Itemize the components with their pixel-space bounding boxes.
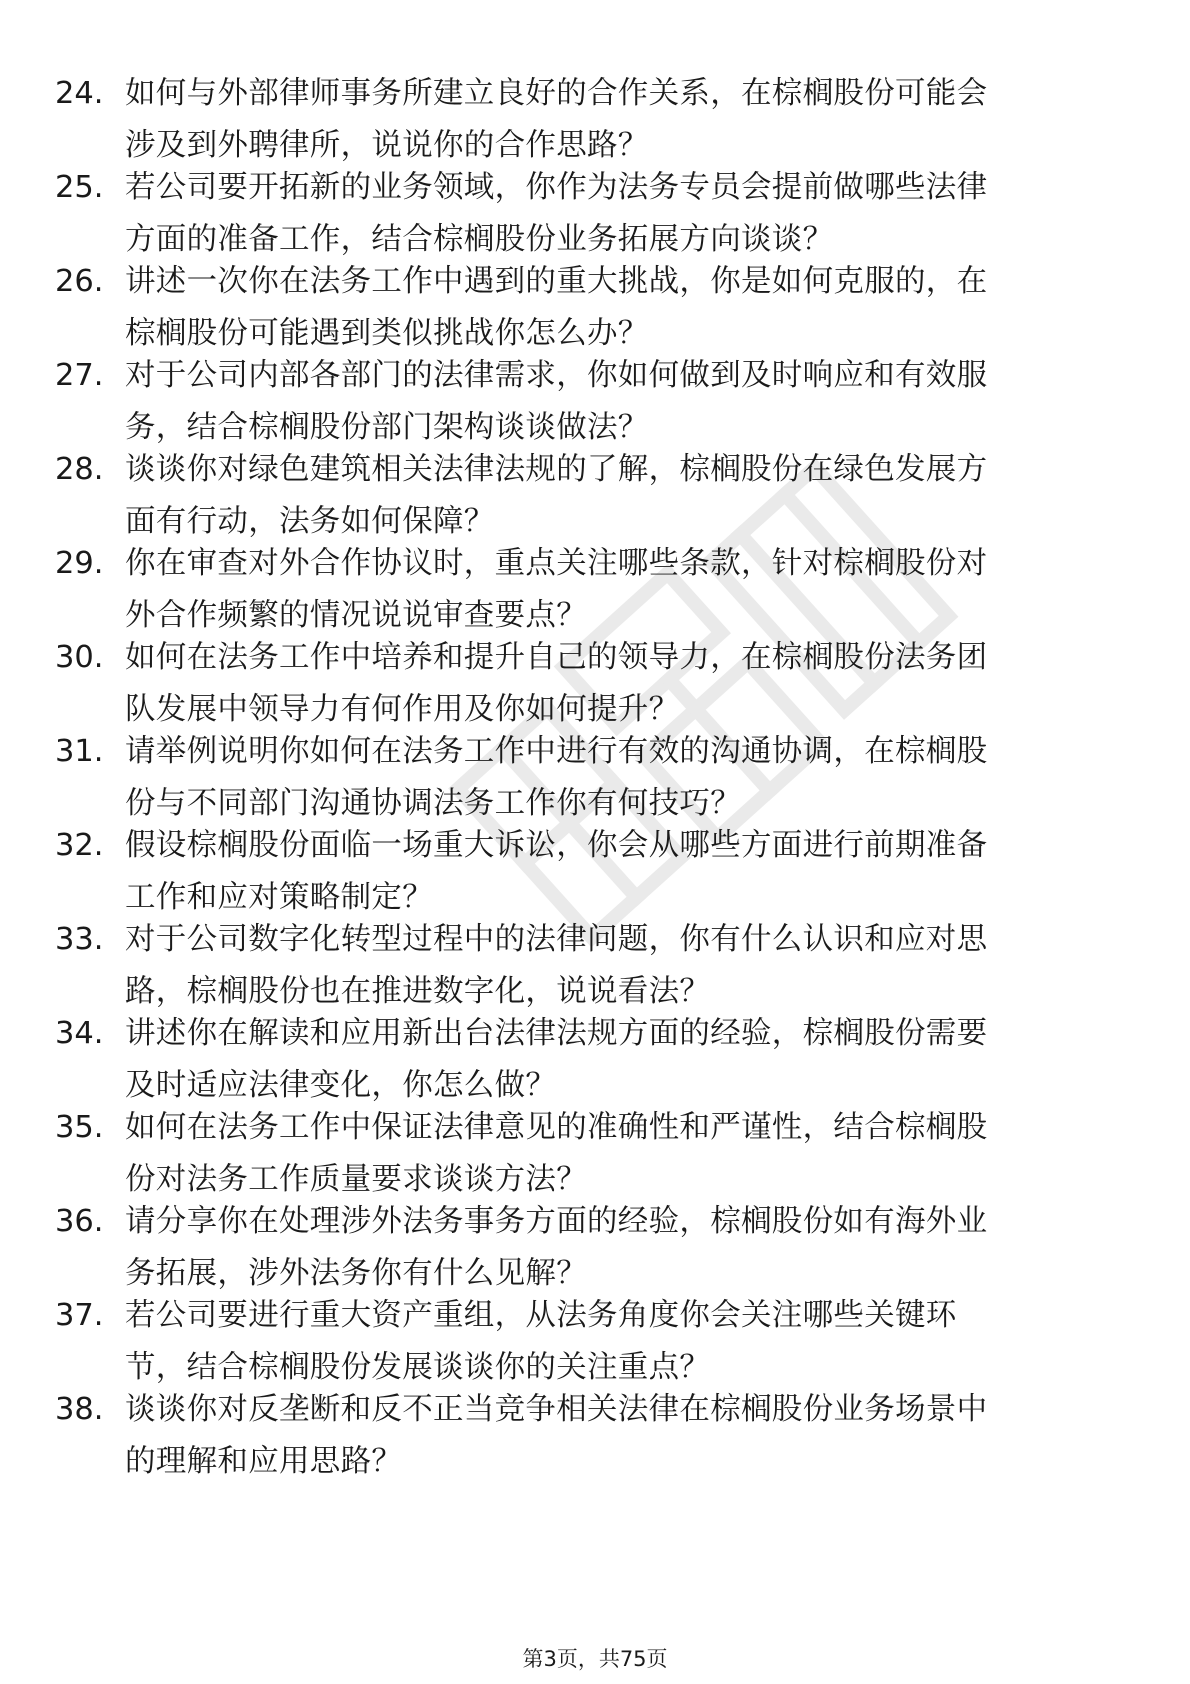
- question-number: 24.: [55, 76, 104, 111]
- question-text: [125, 256, 1125, 360]
- question-line: 涉及到外聘律所，说说你的合作思路？: [125, 128, 649, 163]
- question-line: 份对法务工作质量要求谈谈方法？: [125, 1162, 587, 1197]
- question-line: 对于公司数字化转型过程中的法律问题，你有什么认识和应对思: [125, 922, 988, 957]
- question-number: 38.: [55, 1392, 104, 1427]
- question-line: 务拓展，涉外法务你有什么见解？: [125, 1256, 587, 1291]
- question-text: [125, 632, 1125, 736]
- question-number: 31.: [55, 734, 104, 769]
- question-number: 26.: [55, 264, 104, 299]
- question-line: 方面的准备工作，结合棕榈股份业务拓展方向谈谈？: [125, 222, 834, 257]
- question-item-38: [55, 1384, 1135, 1494]
- question-number: 27.: [55, 358, 104, 393]
- question-line: 及时适应法律变化，你怎么做？: [125, 1068, 557, 1103]
- question-number: 35.: [55, 1110, 104, 1145]
- question-text: [125, 726, 1125, 830]
- question-line: 如何与外部律师事务所建立良好的合作关系，在棕榈股份可能会: [125, 76, 988, 111]
- question-text: [125, 1384, 1125, 1488]
- question-line: 节，结合棕榈股份发展谈谈你的关注重点？: [125, 1350, 711, 1385]
- question-number: 29.: [55, 546, 104, 581]
- question-number: 37.: [55, 1298, 104, 1333]
- question-line: 请分享你在处理涉外法务事务方面的经验，棕榈股份如有海外业: [125, 1204, 988, 1239]
- question-line: 讲述一次你在法务工作中遇到的重大挑战，你是如何克服的，在: [125, 264, 988, 299]
- question-line: 如何在法务工作中保证法律意见的准确性和严谨性，结合棕榈股: [125, 1110, 988, 1145]
- question-number: 32.: [55, 828, 104, 863]
- question-line: 讲述你在解读和应用新出台法律法规方面的经验，棕榈股份需要: [125, 1016, 988, 1051]
- question-line: 若公司要开拓新的业务领域，你作为法务专员会提前做哪些法律: [125, 170, 988, 205]
- question-line: 请举例说明你如何在法务工作中进行有效的沟通协调，在棕榈股: [125, 734, 988, 769]
- question-line: 谈谈你对绿色建筑相关法律法规的了解，棕榈股份在绿色发展方: [125, 452, 988, 487]
- question-line: 若公司要进行重大资产重组，从法务角度你会关注哪些关键环: [125, 1298, 957, 1333]
- question-text: [125, 444, 1125, 548]
- question-line: 队发展中领导力有何作用及你如何提升？: [125, 692, 680, 727]
- question-line: 份与不同部门沟通协调法务工作你有何技巧？: [125, 786, 741, 821]
- question-number: 30.: [55, 640, 104, 675]
- question-line: 你在审查对外合作协议时，重点关注哪些条款，针对棕榈股份对: [125, 546, 988, 581]
- question-text: [125, 914, 1125, 1018]
- question-text: [125, 820, 1125, 924]
- question-number: 36.: [55, 1204, 104, 1239]
- question-line: 路，棕榈股份也在推进数字化，说说看法？: [125, 974, 711, 1009]
- question-number: 33.: [55, 922, 104, 957]
- question-line: 谈谈你对反垄断和反不正当竞争相关法律在棕榈股份业务场景中: [125, 1392, 988, 1427]
- question-text: [125, 350, 1125, 454]
- question-line: 外合作频繁的情况说说审查要点？: [125, 598, 587, 633]
- question-text: [125, 538, 1125, 642]
- question-text: [125, 1290, 1125, 1394]
- question-line: 面有行动，法务如何保障？: [125, 504, 495, 539]
- question-text: [125, 1008, 1125, 1112]
- question-text: [125, 68, 1125, 172]
- question-number: 25.: [55, 170, 104, 205]
- question-number: 34.: [55, 1016, 104, 1051]
- question-line: 棕榈股份可能遇到类似挑战你怎么办？: [125, 316, 649, 351]
- question-line: 工作和应对策略制定？: [125, 880, 433, 915]
- question-text: [125, 1102, 1125, 1206]
- question-line: 务，结合棕榈股份部门架构谈谈做法？: [125, 410, 649, 445]
- question-line: 假设棕榈股份面临一场重大诉讼，你会从哪些方面进行前期准备: [125, 828, 988, 863]
- question-text: [125, 1196, 1125, 1300]
- question-line: 对于公司内部各部门的法律需求，你如何做到及时响应和有效服: [125, 358, 988, 393]
- question-number: 28.: [55, 452, 104, 487]
- question-line: 的理解和应用思路？: [125, 1444, 403, 1479]
- page-footer: 第3页，共75页: [522, 1647, 668, 1671]
- question-line: 如何在法务工作中培养和提升自己的领导力，在棕榈股份法务团: [125, 640, 988, 675]
- question-text: [125, 162, 1125, 266]
